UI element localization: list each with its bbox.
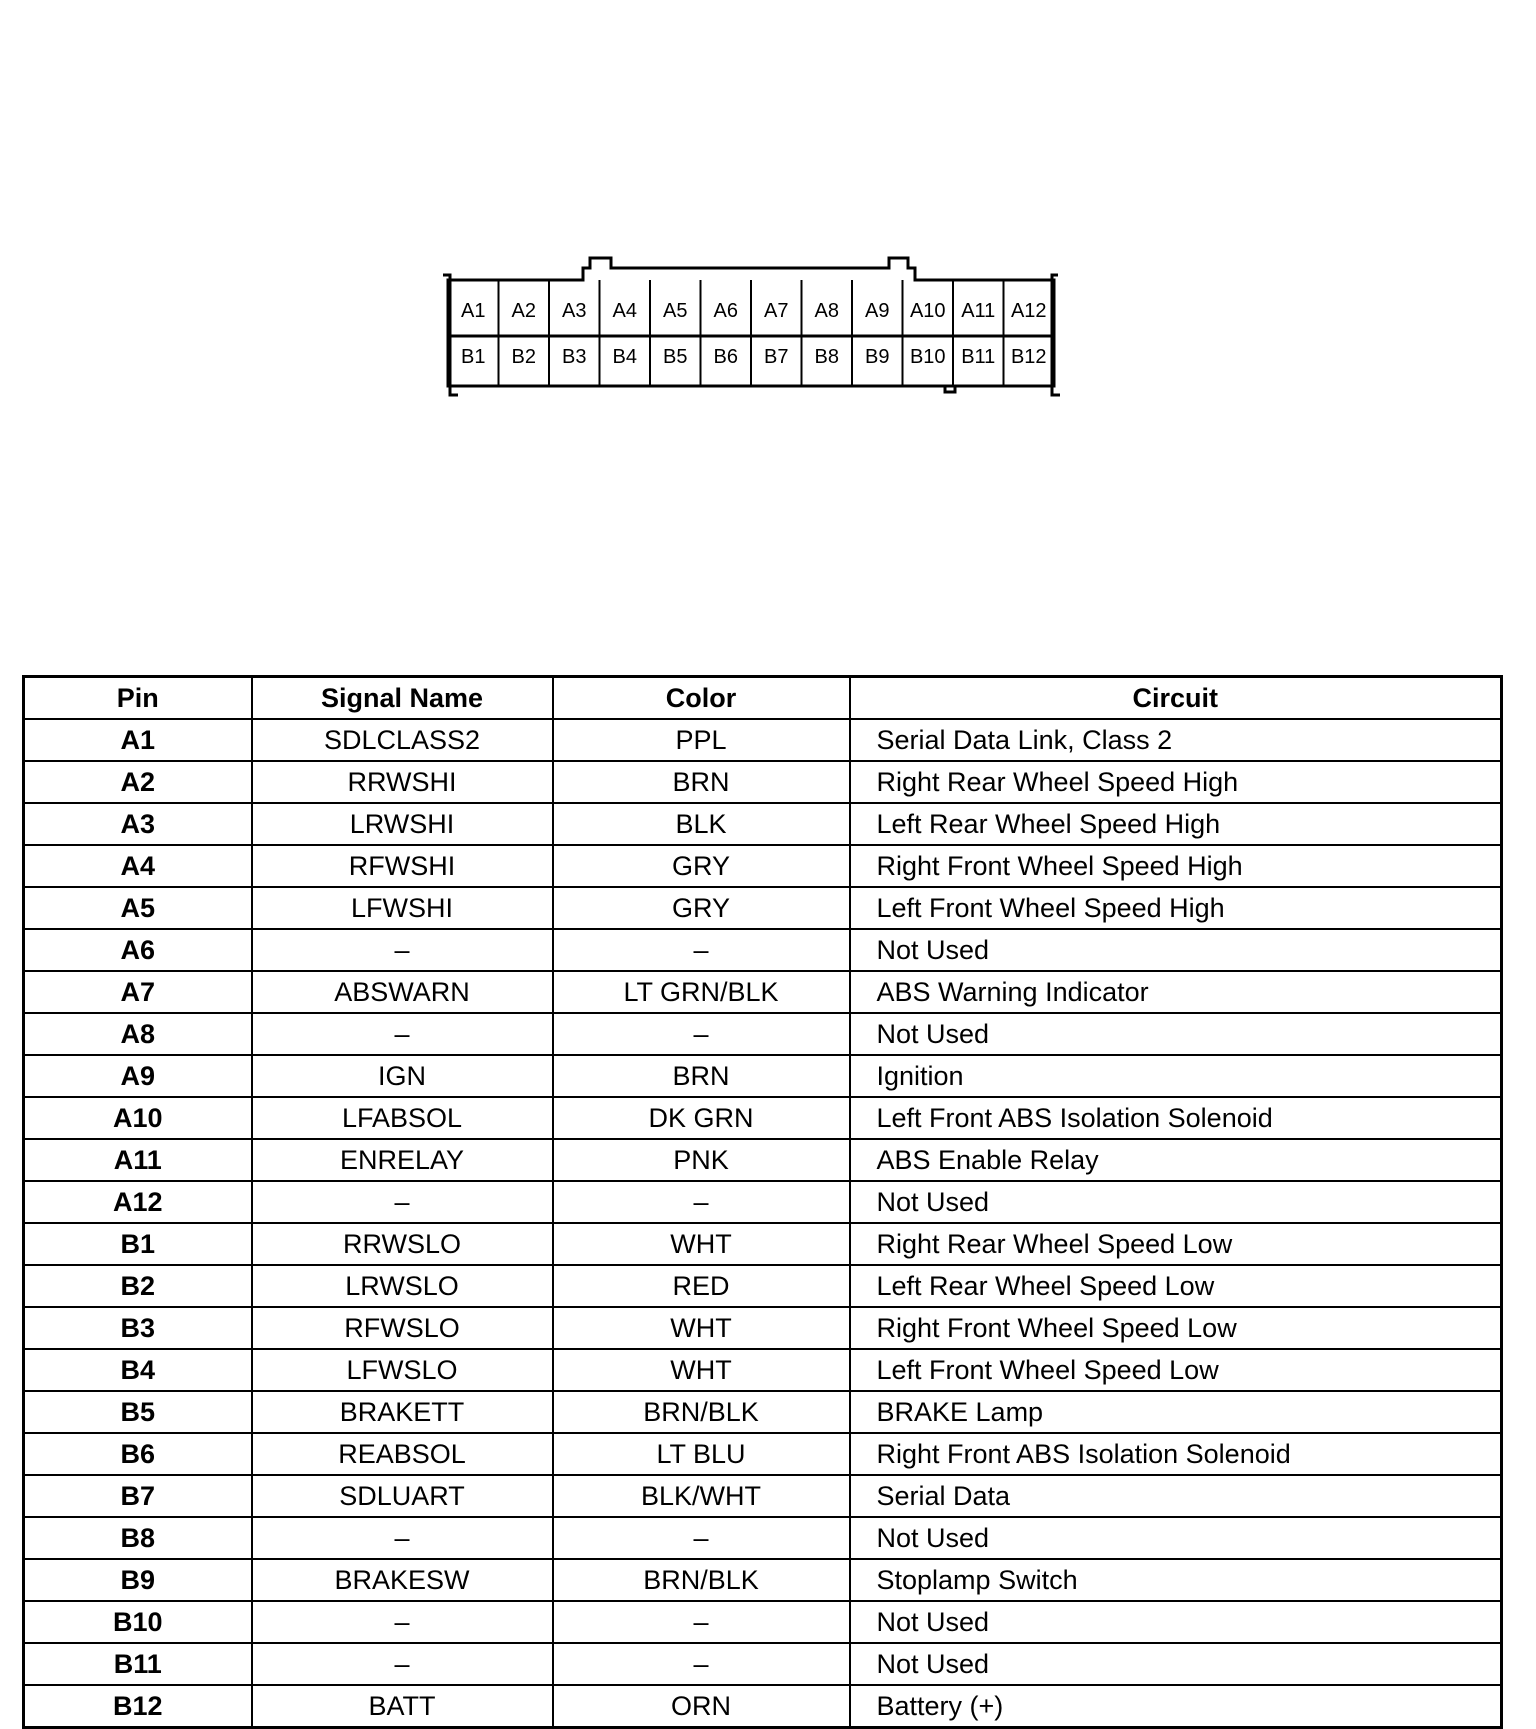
cell-color: – <box>553 929 850 971</box>
cell-pin: B2 <box>24 1265 252 1307</box>
connector-cavity-label: A9 <box>865 300 890 322</box>
cell-color: LT GRN/BLK <box>553 971 850 1013</box>
table-row <box>24 1265 1502 1307</box>
cell-circuit: ABS Enable Relay <box>850 1139 1502 1181</box>
cell-signal-name: REABSOL <box>252 1433 553 1475</box>
table-row <box>24 1643 1502 1685</box>
connector-cavity-label: A4 <box>612 300 637 322</box>
cell-color: BRN <box>553 761 850 803</box>
cell-color: BRN/BLK <box>553 1559 850 1601</box>
cell-circuit: Not Used <box>850 1643 1502 1685</box>
cell-signal-name: – <box>252 1517 553 1559</box>
cell-pin: B9 <box>24 1559 252 1601</box>
cell-pin: B1 <box>24 1223 252 1265</box>
cell-signal-name: RRWSHI <box>252 761 553 803</box>
cell-color: ORN <box>553 1685 850 1728</box>
table-row <box>24 803 1502 845</box>
table-row <box>24 887 1502 929</box>
connector-cavity-label: B10 <box>909 346 946 368</box>
pinout-table <box>22 675 1503 1729</box>
cell-pin: B7 <box>24 1475 252 1517</box>
table-row <box>24 971 1502 1013</box>
cell-pin: A5 <box>24 887 252 929</box>
cell-circuit: ABS Warning Indicator <box>850 971 1502 1013</box>
cell-signal-name: – <box>252 929 553 971</box>
cell-circuit: Serial Data Link, Class 2 <box>850 719 1502 761</box>
cell-color: WHT <box>553 1223 850 1265</box>
cell-circuit: Ignition <box>850 1055 1502 1097</box>
cell-circuit: BRAKE Lamp <box>850 1391 1502 1433</box>
table-row <box>24 1097 1502 1139</box>
cell-pin: B4 <box>24 1349 252 1391</box>
table-row <box>24 1433 1502 1475</box>
cell-pin: A4 <box>24 845 252 887</box>
cell-pin: A10 <box>24 1097 252 1139</box>
cell-signal-name: LFWSHI <box>252 887 553 929</box>
cell-pin: A11 <box>24 1139 252 1181</box>
cell-color: WHT <box>553 1307 850 1349</box>
cell-circuit: Battery (+) <box>850 1685 1502 1728</box>
cell-color: – <box>553 1601 850 1643</box>
connector-cavity-label: B1 <box>461 346 486 368</box>
cell-signal-name: RRWSLO <box>252 1223 553 1265</box>
table-row <box>24 1139 1502 1181</box>
cell-pin: A6 <box>24 929 252 971</box>
table-row <box>24 1517 1502 1559</box>
cell-color: – <box>553 1013 850 1055</box>
cell-signal-name: BRAKETT <box>252 1391 553 1433</box>
cell-color: BRN <box>553 1055 850 1097</box>
table-row <box>24 1349 1502 1391</box>
connector-cavity-label: B4 <box>612 346 637 368</box>
cell-circuit: Not Used <box>850 1517 1502 1559</box>
connector-cavity-label: A10 <box>909 300 946 322</box>
cell-signal-name: SDLUART <box>252 1475 553 1517</box>
cell-circuit: Not Used <box>850 1601 1502 1643</box>
table-header-row <box>24 677 1502 720</box>
connector-cavity-label: A2 <box>511 300 536 322</box>
connector-cavity-label: A12 <box>1010 300 1047 322</box>
table-row <box>24 1559 1502 1601</box>
connector-cavity-label: A11 <box>961 300 996 322</box>
cell-circuit: Left Front ABS Isolation Solenoid <box>850 1097 1502 1139</box>
cell-color: – <box>553 1181 850 1223</box>
cell-pin: A3 <box>24 803 252 845</box>
cell-color: LT BLU <box>553 1433 850 1475</box>
cell-pin: B5 <box>24 1391 252 1433</box>
connector-cavity-label: A5 <box>663 300 688 322</box>
connector-cavity-label: B12 <box>1010 346 1047 368</box>
cell-signal-name: SDLCLASS2 <box>252 719 553 761</box>
header-color: Color <box>553 677 850 720</box>
cell-signal-name: ENRELAY <box>252 1139 553 1181</box>
cell-pin: A2 <box>24 761 252 803</box>
table-row <box>24 719 1502 761</box>
cell-color: – <box>553 1643 850 1685</box>
cell-circuit: Stoplamp Switch <box>850 1559 1502 1601</box>
connector-cavity-label: B7 <box>764 346 789 368</box>
table-row <box>24 1685 1502 1728</box>
cell-color: PPL <box>553 719 850 761</box>
connector-cavity-label: B5 <box>663 346 688 368</box>
cell-circuit: Right Rear Wheel Speed Low <box>850 1223 1502 1265</box>
cell-pin: A1 <box>24 719 252 761</box>
cell-color: PNK <box>553 1139 850 1181</box>
connector-cavity-label: A6 <box>713 300 738 322</box>
cell-pin: B10 <box>24 1601 252 1643</box>
cell-pin: B3 <box>24 1307 252 1349</box>
cell-circuit: Right Front Wheel Speed High <box>850 845 1502 887</box>
cell-circuit: Right Front Wheel Speed Low <box>850 1307 1502 1349</box>
cell-circuit: Left Rear Wheel Speed High <box>850 803 1502 845</box>
table-row <box>24 1601 1502 1643</box>
connector-cavity-label: B6 <box>713 346 738 368</box>
connector-cavity-label: A8 <box>814 300 839 322</box>
cell-signal-name: LFWSLO <box>252 1349 553 1391</box>
cell-signal-name: RFWSLO <box>252 1307 553 1349</box>
cell-circuit: Left Rear Wheel Speed Low <box>850 1265 1502 1307</box>
cell-circuit: Not Used <box>850 929 1502 971</box>
table-row <box>24 1223 1502 1265</box>
cell-color: GRY <box>553 845 850 887</box>
cell-pin: A8 <box>24 1013 252 1055</box>
table-row <box>24 1013 1502 1055</box>
cell-circuit: Not Used <box>850 1181 1502 1223</box>
table-row <box>24 845 1502 887</box>
cell-signal-name: – <box>252 1181 553 1223</box>
cell-pin: A9 <box>24 1055 252 1097</box>
table-row <box>24 1391 1502 1433</box>
connector-cavity-label: A1 <box>461 300 486 322</box>
cell-circuit: Left Front Wheel Speed High <box>850 887 1502 929</box>
cell-signal-name: LRWSLO <box>252 1265 553 1307</box>
cell-signal-name: LFABSOL <box>252 1097 553 1139</box>
cell-circuit: Not Used <box>850 1013 1502 1055</box>
cell-signal-name: – <box>252 1601 553 1643</box>
connector-cavity-label: A7 <box>764 300 789 322</box>
table-row <box>24 761 1502 803</box>
connector-diagram <box>0 0 1536 420</box>
header-signal-name: Signal Name <box>252 677 553 720</box>
connector-cavity-label: B8 <box>814 346 839 368</box>
cell-signal-name: RFWSHI <box>252 845 553 887</box>
connector-cavity-label: A3 <box>562 300 587 322</box>
cell-circuit: Right Front ABS Isolation Solenoid <box>850 1433 1502 1475</box>
cell-pin: B11 <box>24 1643 252 1685</box>
cell-circuit: Right Rear Wheel Speed High <box>850 761 1502 803</box>
connector-cavity-label: B3 <box>562 346 587 368</box>
cell-color: BLK <box>553 803 850 845</box>
cell-circuit: Left Front Wheel Speed Low <box>850 1349 1502 1391</box>
cell-signal-name: LRWSHI <box>252 803 553 845</box>
connector-cavity-label: B9 <box>865 346 890 368</box>
connector-cavity-label: B11 <box>961 346 996 368</box>
cell-color: – <box>553 1517 850 1559</box>
cell-signal-name: BRAKESW <box>252 1559 553 1601</box>
header-pin: Pin <box>24 677 252 720</box>
cell-color: BRN/BLK <box>553 1391 850 1433</box>
cell-circuit: Serial Data <box>850 1475 1502 1517</box>
cell-signal-name: BATT <box>252 1685 553 1728</box>
table-row <box>24 929 1502 971</box>
cell-pin: A12 <box>24 1181 252 1223</box>
table-row <box>24 1307 1502 1349</box>
cell-pin: B8 <box>24 1517 252 1559</box>
table-row <box>24 1055 1502 1097</box>
cell-signal-name: – <box>252 1013 553 1055</box>
cell-signal-name: – <box>252 1643 553 1685</box>
connector-cavity-label: B2 <box>511 346 536 368</box>
cell-signal-name: IGN <box>252 1055 553 1097</box>
table-row <box>24 1475 1502 1517</box>
cell-pin: B12 <box>24 1685 252 1728</box>
cell-color: WHT <box>553 1349 850 1391</box>
cell-color: DK GRN <box>553 1097 850 1139</box>
cell-color: BLK/WHT <box>553 1475 850 1517</box>
table-row <box>24 1181 1502 1223</box>
cell-color: RED <box>553 1265 850 1307</box>
cell-pin: B6 <box>24 1433 252 1475</box>
cell-color: GRY <box>553 887 850 929</box>
header-circuit: Circuit <box>850 677 1502 720</box>
cell-pin: A7 <box>24 971 252 1013</box>
cell-signal-name: ABSWARN <box>252 971 553 1013</box>
